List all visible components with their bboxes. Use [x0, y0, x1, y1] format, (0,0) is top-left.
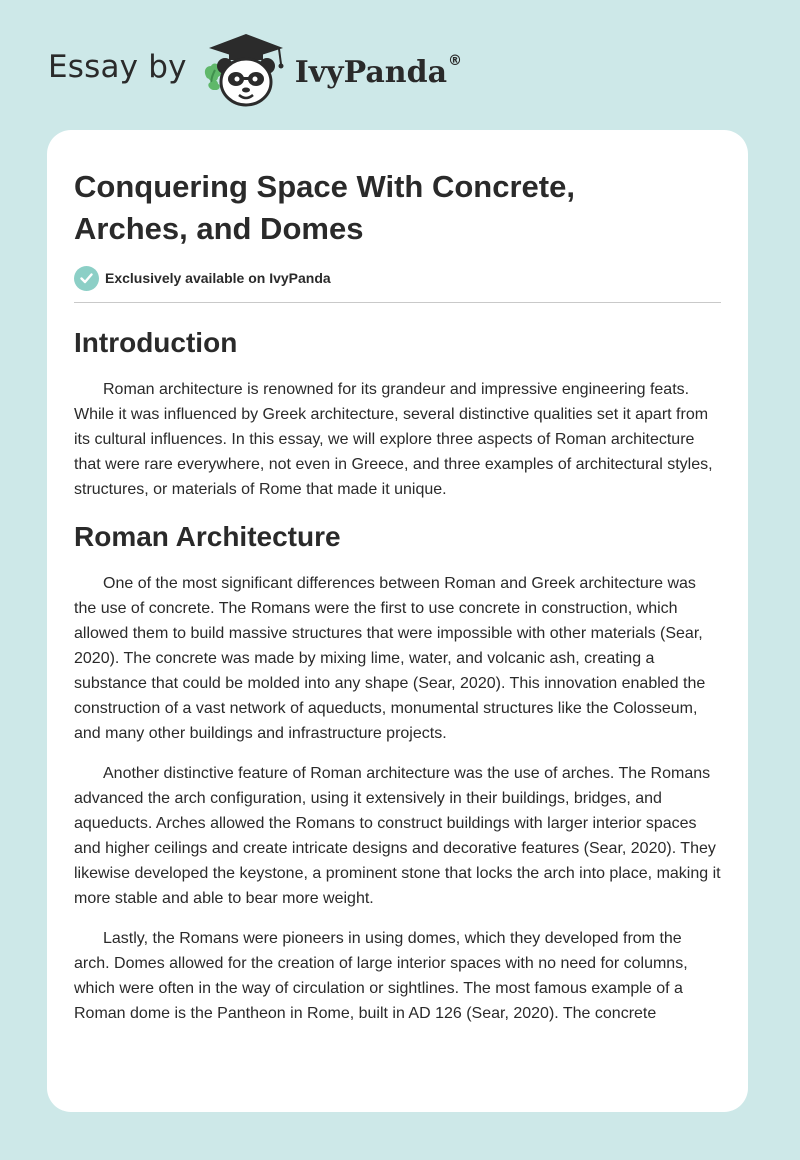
registered-mark: ® — [448, 52, 463, 69]
site-header — [48, 30, 462, 110]
paragraph: One of the most significant differences between Roman and Greek architecture was the use of concrete. The Romans were the first to use concrete in construction, which allowed them to build massive structures that were impossible with other materials (Sear, 2020). The concrete was made by mixing lime, water, and volcanic ash, creating a substance that could be molded into any shape (Sear, 2020). This innovation enabled the construction of a vast network of aqueducts, monumental structures like the Colosseum, and many other buildings and infrastructure projects. — [74, 575, 706, 742]
panda-logo-icon[interactable] — [201, 30, 291, 110]
paragraph: Roman architecture is renowned for its grandeur and impressive engineering feats. While it was influenced by Greek architecture, several distinctive qualities set it apart from its cultural influences. In this essay, we will explore three aspects of Roman architecture that were rare everywhere, not even in Greece, and three examples of architectural styles, structures, or materials of Rome that made it unique. — [74, 381, 713, 498]
check-icon — [74, 266, 99, 291]
section-heading-introduction: Introduction — [74, 327, 238, 358]
section-heading-roman-architecture: Roman Architecture — [74, 521, 341, 552]
paragraph: Lastly, the Romans were pioneers in using domes, which they developed from the arch. Domes allowed for the creation of large interior spaces with no need for columns, which were often in the way of circulation or sightlines. The most famous example of a Roman dome is the Pantheon in Rome, built in AD 126 (Sear, 2020). The concrete — [74, 930, 688, 1022]
essay-title-line-1: Conquering Space With Concrete, — [74, 169, 575, 204]
essay-title — [74, 166, 721, 250]
paragraph: Another distinctive feature of Roman architecture was the use of arches. The Romans advanced the arch configuration, using it extensively in their buildings, bridges, and aqueducts. Arches allowed the Romans to construct buildings with larger interior spaces and higher ceilings and create intricate designs and decorative features (Sear, 2020). They likewise developed the keystone, a prominent stone that locks the arch into place, making it more stable and able to bear more weight. — [74, 765, 721, 907]
exclusive-label: Exclusively available on IvyPanda — [105, 270, 331, 286]
title-divider — [74, 302, 721, 303]
brand-name[interactable]: IvyPanda® — [294, 52, 463, 90]
essay-by-label: Essay by — [48, 49, 187, 85]
essay-title-line-2: Arches, and Domes — [74, 211, 364, 246]
essay-card — [47, 130, 748, 1112]
exclusive-badge-row — [74, 264, 721, 292]
